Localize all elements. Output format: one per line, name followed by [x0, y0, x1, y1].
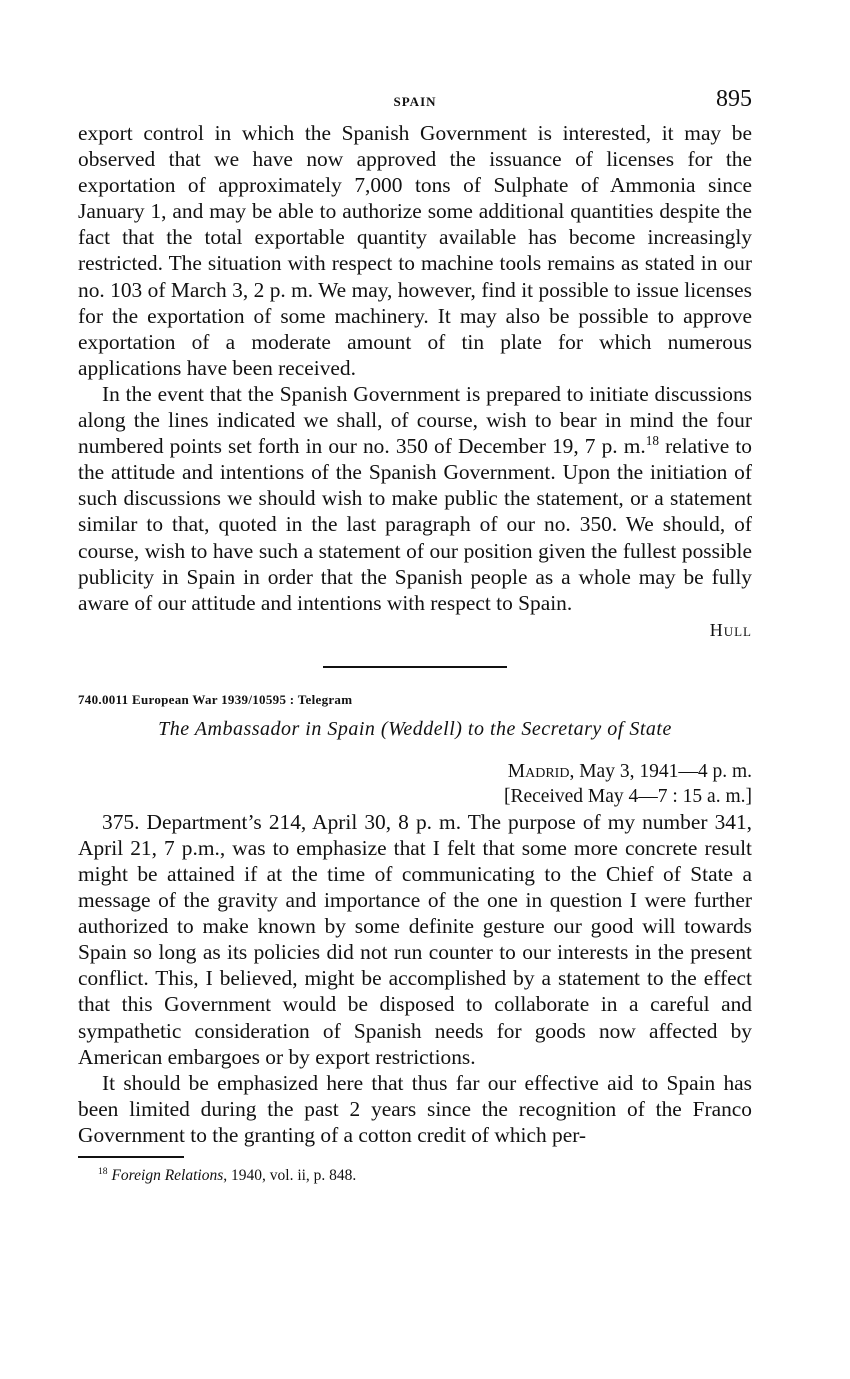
footnote-source: Foreign Relations — [111, 1167, 224, 1184]
instruction-text-before-ref: In the event that the Spanish Government is prepared to initiate discussions along the lines indicated we shall, of course, wish to bear in mind the four numbered points set forth in our no. 350 of December 19, 7 p. m. — [78, 381, 752, 459]
footnote-citation: , 1940, vol. ii, p. 848. — [223, 1167, 357, 1184]
dateline-date: , May 3, 1941—4 p. m. — [569, 760, 752, 782]
document-heading: The Ambassador in Spain (Weddell) to the Secretary of State — [158, 717, 672, 740]
dateline-sent — [78, 759, 752, 784]
file-reference: 740.0011 European War 1939/10595 : Telegram — [78, 691, 353, 707]
dateline-received: [Received May 4—7 : 15 a. m.] — [503, 785, 752, 807]
running-header — [78, 86, 752, 120]
footnote-number: 18 — [98, 1165, 108, 1177]
dateline — [78, 759, 752, 809]
section-title: SPAIN — [393, 94, 437, 109]
instruction-text-after-ref: relative to the attitude and intentions of the Spanish Government. Upon the initiation of such discussions we should wish to make public the statement, or a statement similar to that, quoted in the last paragraph of our no. 350. We should, of course, wish to have such a statement of our position given the fullest possible publicity in Spain in order that the Spanish people as a whole may be fully aware of our attitude and intentions with respect to Spain. — [78, 434, 753, 615]
telegram-paragraph-2: It should be emphasized here that thus far our effective aid to Spain has been limited during the past 2 years since the recognition of the Franco Government to the granting of a cotton credit of which per- — [78, 1070, 752, 1147]
telegram-paragraph-1: 375. Department’s 214, April 30, 8 p. m. The purpose of my number 341, April 21, 7 p.m., was to emphasize that I felt that some more concrete result might be attained if at the time of communicating to the Chief of State a message of the gravity and importance of the one in question I were further authorized to make known by some definite gesture our good will towards Spain so long as its policies did not run counter to our interests in the present conflict. This, I believed, might be accomplished by a statement to the effect that this Government would be disposed to collaborate in a careful and sympathetic consideration of Spanish needs for goods now affected by American embargoes or by export restrictions. — [78, 809, 752, 1069]
continuation-paragraph: export control in which the Spanish Government is interested, it may be observed that we have now approved the issuance of licenses for the exportation of approximately 7,000 tons of Sulphate of Ammonia since January 1, and may be able to authorize some additional quantities despite the fact that the total exportable quantity available has become increasingly restricted. The situation with respect to machine tools remains as stated in our no. 103 of March 3, 2 p. m. We may, however, find it possible to issue licenses for the exportation of some machinery. It may also be possible to approve exportation of a moderate amount of tin plate for which numerous applications have been received. — [78, 121, 752, 380]
footnote — [98, 1167, 752, 1185]
dateline-place: Madrid — [507, 760, 570, 782]
signature: Hull — [709, 619, 752, 640]
instruction-paragraph — [78, 381, 752, 616]
page-number: 895 — [716, 86, 752, 112]
footnote-divider — [78, 1156, 184, 1158]
document-page — [78, 86, 752, 1185]
section-divider — [323, 666, 507, 668]
footnote-reference: 18 — [645, 433, 660, 448]
